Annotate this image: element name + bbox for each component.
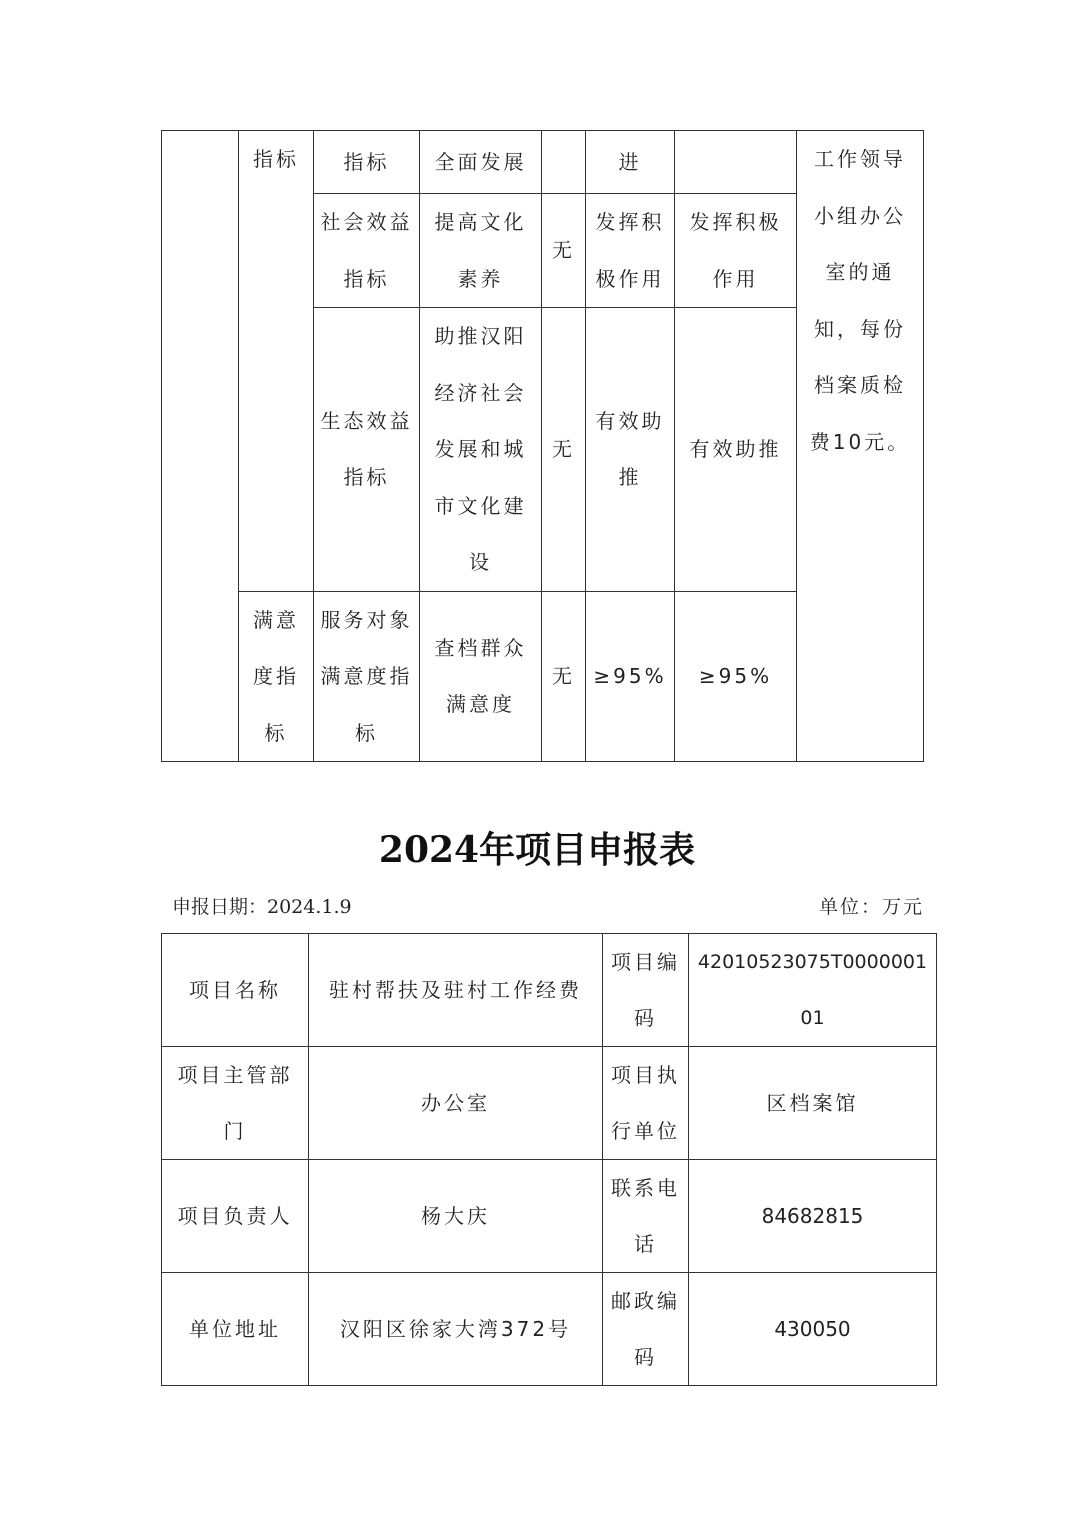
- field-value: 杨大庆: [309, 1160, 603, 1273]
- field-label: 项目编码: [603, 934, 689, 1047]
- level3-indicator-cell: 指标: [314, 131, 420, 194]
- indicator-content-cell: 助推汉阳经济社会发展和城市文化建设: [420, 308, 542, 592]
- table-row: [162, 1160, 937, 1273]
- field-label: 单位地址: [162, 1273, 309, 1386]
- level3-indicator-cell: 社会效益指标: [314, 194, 420, 308]
- standard-cell: ≥95%: [675, 591, 797, 762]
- field-label: 项目名称: [162, 934, 309, 1047]
- field-value: 办公室: [309, 1047, 603, 1160]
- level2-indicator-cell: 满意度指标: [239, 591, 314, 762]
- target-value-cell: 进: [586, 131, 675, 194]
- field-label: 项目执行单位: [603, 1047, 689, 1160]
- remark-cell: 工作领导小组办公室的通知，每份档案质检费10元。: [797, 131, 924, 762]
- target-value-cell: 发挥积极作用: [586, 194, 675, 308]
- target-value-cell: 有效助推: [586, 308, 675, 592]
- field-label: 项目负责人: [162, 1160, 309, 1273]
- target-value-cell: ≥95%: [586, 591, 675, 762]
- field-value: 430050: [689, 1273, 937, 1386]
- declaration-date: 申报日期：2024.1.9: [172, 896, 352, 918]
- indicator-content-cell: 全面发展: [420, 131, 542, 194]
- level2-indicator-cell: 指标: [239, 131, 314, 592]
- table-row: [162, 131, 924, 194]
- previous-value-cell: 无: [542, 591, 586, 762]
- table-row: [162, 1273, 937, 1386]
- table-row: [162, 934, 937, 1047]
- field-value: 驻村帮扶及驻村工作经费: [309, 934, 603, 1047]
- field-label: 邮政编码: [603, 1273, 689, 1386]
- standard-cell: 有效助推: [675, 308, 797, 592]
- level1-indicator-cell: [162, 131, 239, 762]
- field-label: 项目主管部门: [162, 1047, 309, 1160]
- field-value: 区档案馆: [689, 1047, 937, 1160]
- previous-value-cell: [542, 131, 586, 194]
- indicator-content-cell: 提高文化素养: [420, 194, 542, 308]
- table-row: [162, 1047, 937, 1160]
- level3-indicator-cell: 服务对象满意度指标: [314, 591, 420, 762]
- field-value: 汉阳区徐家大湾372号: [309, 1273, 603, 1386]
- previous-value-cell: 无: [542, 194, 586, 308]
- field-value: 84682815: [689, 1160, 937, 1273]
- project-declaration-table: [161, 933, 937, 1386]
- level3-indicator-cell: 生态效益指标: [314, 308, 420, 592]
- form-title: 2024年项目申报表: [378, 829, 696, 871]
- previous-value-cell: 无: [542, 308, 586, 592]
- field-value: 42010523075T000000101: [689, 934, 937, 1047]
- standard-cell: 发挥积极作用: [675, 194, 797, 308]
- field-label: 联系电话: [603, 1160, 689, 1273]
- standard-cell: [675, 131, 797, 194]
- indicator-content-cell: 查档群众满意度: [420, 591, 542, 762]
- currency-unit: 单位：万元: [818, 896, 924, 918]
- performance-indicator-table: [161, 130, 924, 762]
